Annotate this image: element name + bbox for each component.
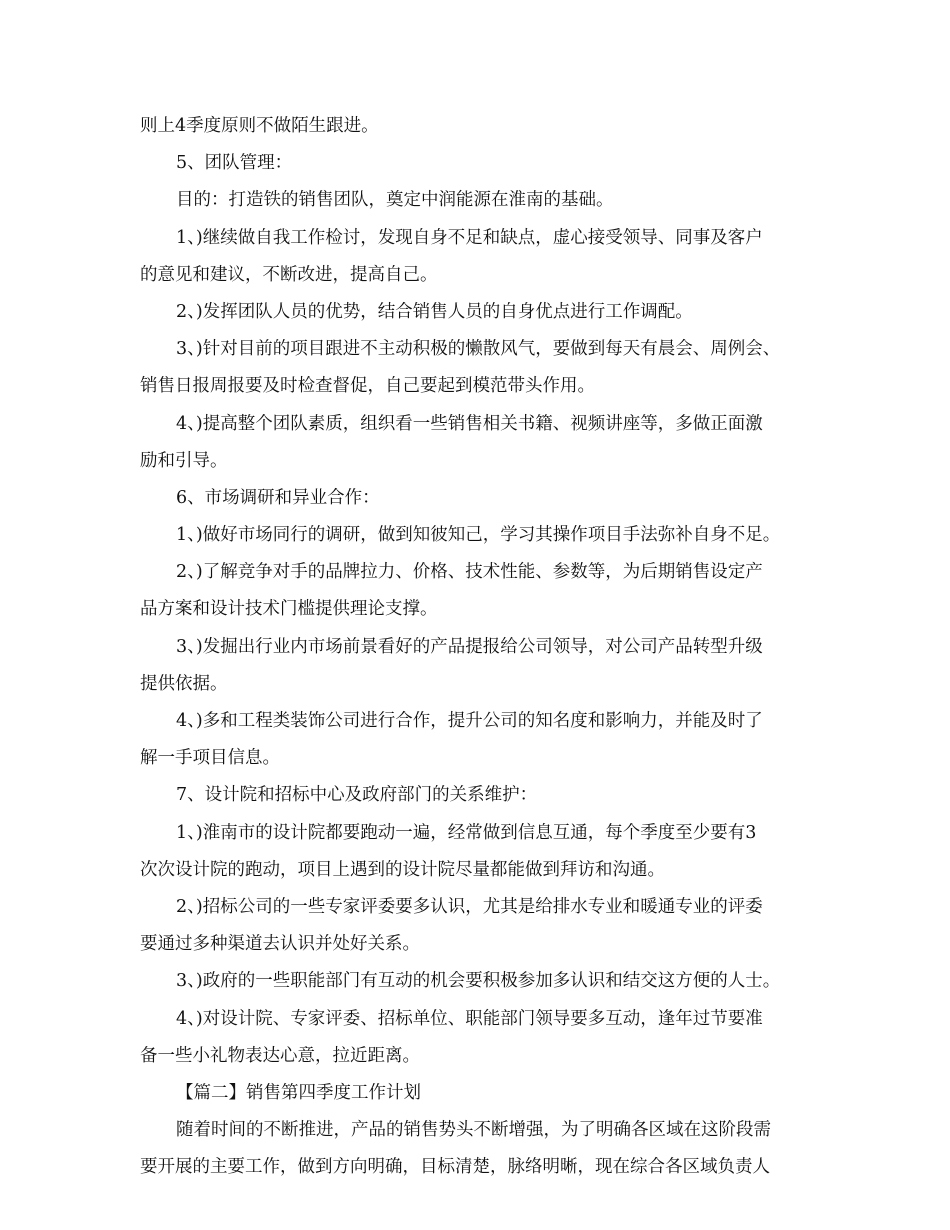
text-line: 4、)多和工程类装饰公司进行合作，提升公司的知名度和影响力，并能及时了 bbox=[176, 711, 763, 731]
text-line: 要通过多种渠道去认识并处好关系。 bbox=[140, 934, 420, 955]
text-line: 1、)继续做自我工作检讨，发现自身不足和缺点，虚心接受领导、同事及客户 bbox=[176, 227, 763, 248]
text-line: 3、)发掘出行业内市场前景看好的产品提报给公司领导，对公司产品转型升级 bbox=[176, 636, 763, 657]
text-line: 5、团队管理： bbox=[176, 153, 293, 174]
text-line: 3、)政府的一些职能部门有互动的机会要积极参加多认识和结交这方便的人士。 bbox=[176, 971, 781, 992]
text-line: 提供依据。 bbox=[140, 673, 228, 694]
text-line: 2、)了解竞争对手的品牌拉力、价格、技术性能、参数等，为后期销售设定产 bbox=[176, 562, 763, 583]
text-line: 2、)发挥团队人员的优势，结合销售人员的自身优点进行工作调配。 bbox=[176, 301, 693, 322]
text-line: 1、)淮南市的设计院都要跑动一遍，经常做到信息互通，每个季度至少要有3 bbox=[176, 822, 757, 843]
text-line: 7、设计院和招标中心及政府部门的关系维护： bbox=[176, 785, 538, 806]
text-line: 随着时间的不断推进，产品的销售势头不断增强，为了明确各区域在这阶段需 bbox=[176, 1120, 771, 1141]
text-line: 励和引导。 bbox=[140, 450, 228, 471]
text-line: 品方案和设计技术门槛提供理论支撑。 bbox=[140, 599, 438, 620]
text-line: 解一手项目信息。 bbox=[140, 748, 280, 769]
text-line: 要开展的主要工作，做到方向明确，目标清楚，脉络明晰，现在综合各区域负责人 bbox=[140, 1157, 770, 1178]
text-line: 6、市场调研和异业合作： bbox=[176, 487, 380, 508]
text-line: 目的：打造铁的销售团队，奠定中润能源在淮南的基础。 bbox=[176, 190, 614, 211]
text-line: 4、)对设计院、专家评委、招标单位、职能部门领导要多互动，逢年过节要准 bbox=[176, 1008, 763, 1029]
text-line: 2、)招标公司的一些专家评委要多认识，尤其是给排水专业和暖通专业的评委 bbox=[176, 896, 763, 917]
text-line: 的意见和建议，不断改进，提高自己。 bbox=[140, 264, 438, 285]
text-line: 次次设计院的跑动，项目上遇到的设计院尽量都能做到拜访和沟通。 bbox=[140, 859, 665, 880]
document-body bbox=[140, 108, 830, 1186]
text-line: 【篇二】销售第四季度工作计划 bbox=[176, 1082, 421, 1103]
text-line: 4、)提高整个团队素质，组织看一些销售相关书籍、视频讲座等，多做正面激 bbox=[176, 413, 763, 434]
text-line: 备一些小礼物表达心意，拉近距离。 bbox=[140, 1045, 420, 1066]
text-line: 3、)针对目前的项目跟进不主动积极的懒散风气，要做到每天有晨会、周例会、 bbox=[176, 339, 781, 360]
text-line: 销售日报周报要及时检查督促，自己要起到模范带头作用。 bbox=[140, 376, 595, 397]
text-line: 1、)做好市场同行的调研，做到知彼知己，学习其操作项目手法弥补自身不足。 bbox=[176, 525, 781, 546]
text-line: 则上4季度原则不做陌生跟进。 bbox=[140, 116, 379, 136]
